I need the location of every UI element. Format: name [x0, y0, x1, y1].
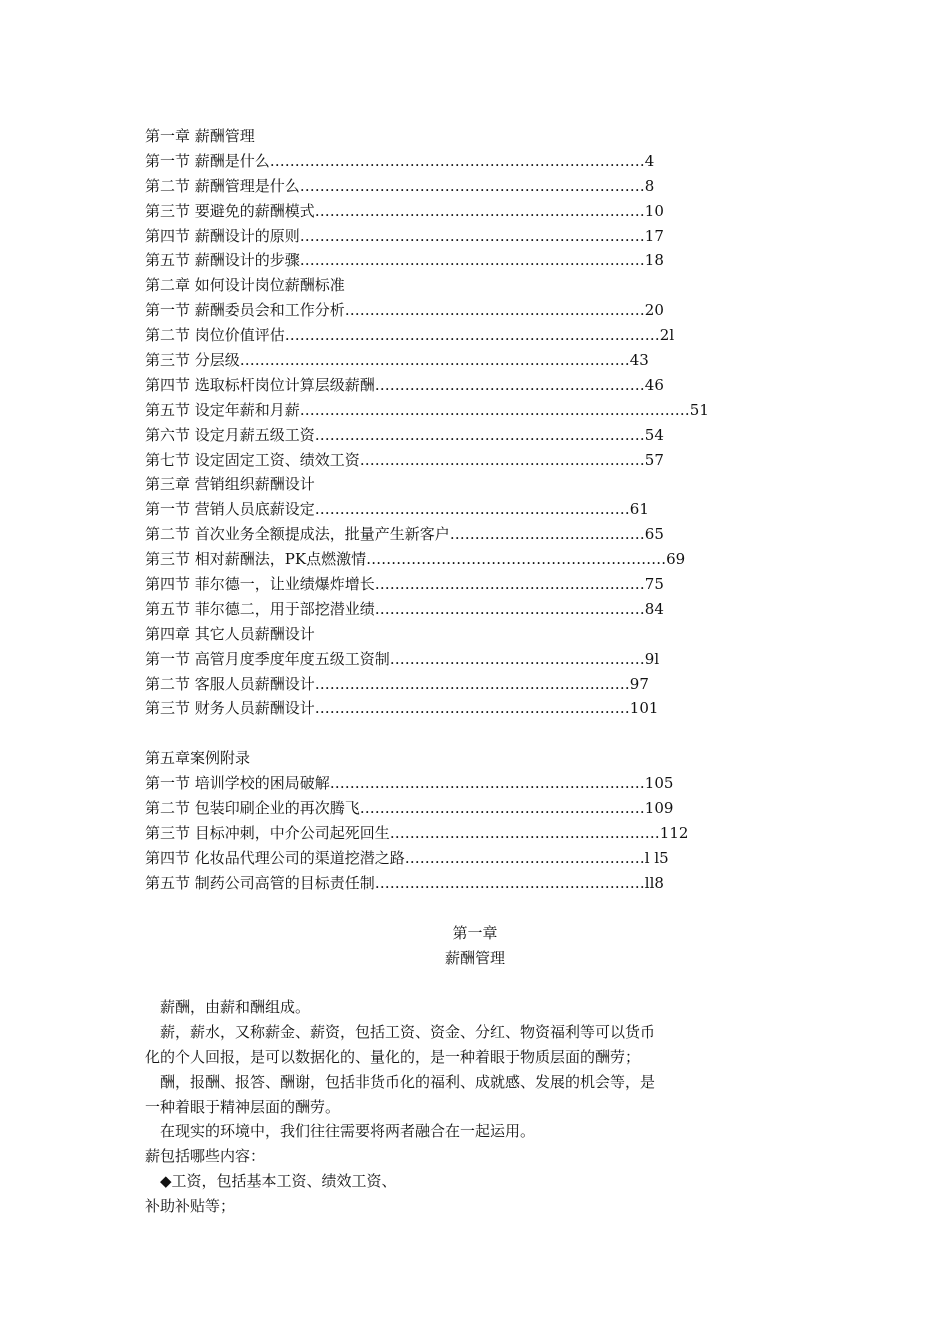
toc-entry: 第六节 设定月薪五级工资…………………………………………………………54 [145, 425, 664, 444]
toc-entry: 第一节 高管月度季度年度五级工资制……………………………………………9l [145, 649, 660, 668]
toc-entry: 第一节 营销人员底薪设定………………………………………………………61 [145, 500, 649, 519]
toc-chapter: 第二章 如何设计岗位薪酬标准 [145, 276, 345, 295]
toc-chapter: 第三章 营销组织薪酬设计 [145, 475, 315, 494]
toc-entry: 第二节 客服人员薪酬设计………………………………………………………97 [145, 674, 649, 693]
table-of-contents [145, 124, 785, 896]
toc-entry: 第四节 化妆品代理公司的渠道挖潜之路…………………………………………l l5 [145, 848, 669, 867]
chapter-title-heading: 薪酬管理 [444, 949, 505, 967]
toc-chapter: 第五章案例附录 [145, 749, 251, 768]
chapter-body-text [145, 995, 745, 1219]
body-line: 一种着眼于精神层面的酬劳。 [145, 1097, 341, 1116]
toc-entry: 第三节 财务人员薪酬设计………………………………………………………101 [145, 699, 659, 718]
body-line: 薪，薪水，又称薪金、薪资，包括工资、资金、分红、物资福利等可以货币 [145, 1022, 656, 1041]
toc-chapter: 第四章 其它人员薪酬设计 [145, 624, 315, 643]
toc-entry: 第二节 薪酬管理是什么……………………………………………………………8 [145, 176, 655, 195]
toc-entry: 第五节 设定年薪和月薪……………………………………………………………………51 [145, 400, 709, 419]
body-line: 补助补贴等； [145, 1197, 236, 1216]
toc-entry: 第三节 相对薪酬法，PK点燃激情……………………………………………………69 [145, 550, 686, 569]
toc-entry: 第五节 菲尔德二，用于部挖潜业绩………………………………………………84 [145, 599, 664, 618]
toc-chapter: 第一章 薪酬管理 [145, 127, 255, 145]
body-line: 薪酬，由薪和酬组成。 [145, 998, 311, 1016]
toc-entry: 第二节 包装印刷企业的再次腾飞…………………………………………………109 [145, 799, 674, 818]
body-line: 酬，报酬、报答、酬谢，包括非货币化的福利、成就感、发展的机会等，是 [145, 1072, 656, 1091]
toc-entry: 第三节 目标冲刺，中介公司起死回生………………………………………………112 [145, 823, 689, 842]
toc-entry: 第五节 薪酬设计的步骤……………………………………………………………18 [145, 251, 664, 270]
body-line: ◆工资，包括基本工资、绩效工资、 [145, 1172, 397, 1191]
toc-entry: 第二节 首次业务全额提成法，批量产生新客户…………………………………65 [145, 525, 664, 544]
toc-entry: 第一节 培训学校的困局破解………………………………………………………105 [145, 774, 674, 793]
body-line: 化的个人回报，是可以数据化的、量化的，是一种着眼于物质层面的酬劳； [145, 1047, 641, 1066]
toc-entry: 第七节 设定固定工资、绩效工资…………………………………………………57 [145, 450, 664, 469]
toc-entry: 第三节 要避免的薪酬模式…………………………………………………………10 [145, 201, 664, 220]
body-line: 在现实的环境中，我们往往需要将两者融合在一起运用。 [145, 1122, 536, 1141]
toc-entry: 第三节 分层级……………………………………………………………………43 [145, 351, 649, 370]
body-line: 薪包括哪些内容： [145, 1147, 266, 1166]
toc-entry: 第四节 薪酬设计的原则……………………………………………………………17 [145, 226, 664, 245]
toc-spacer [145, 721, 785, 746]
toc-entry: 第四节 选取标杆岗位计算层级薪酬………………………………………………46 [145, 375, 664, 394]
toc-entry: 第一节 薪酬委员会和工作分析……………………………………………………20 [145, 301, 664, 320]
toc-entry: 第五节 制药公司高管的目标责任制………………………………………………ll8 [145, 873, 664, 892]
chapter-number-heading: 第一章 [452, 924, 498, 942]
toc-entry: 第四节 菲尔德一，让业绩爆炸增长………………………………………………75 [145, 575, 664, 594]
toc-entry: 第二节 岗位价值评估…………………………………………………………………2l [145, 326, 675, 345]
toc-entry: 第一节 薪酬是什么…………………………………………………………………4 [145, 151, 655, 170]
